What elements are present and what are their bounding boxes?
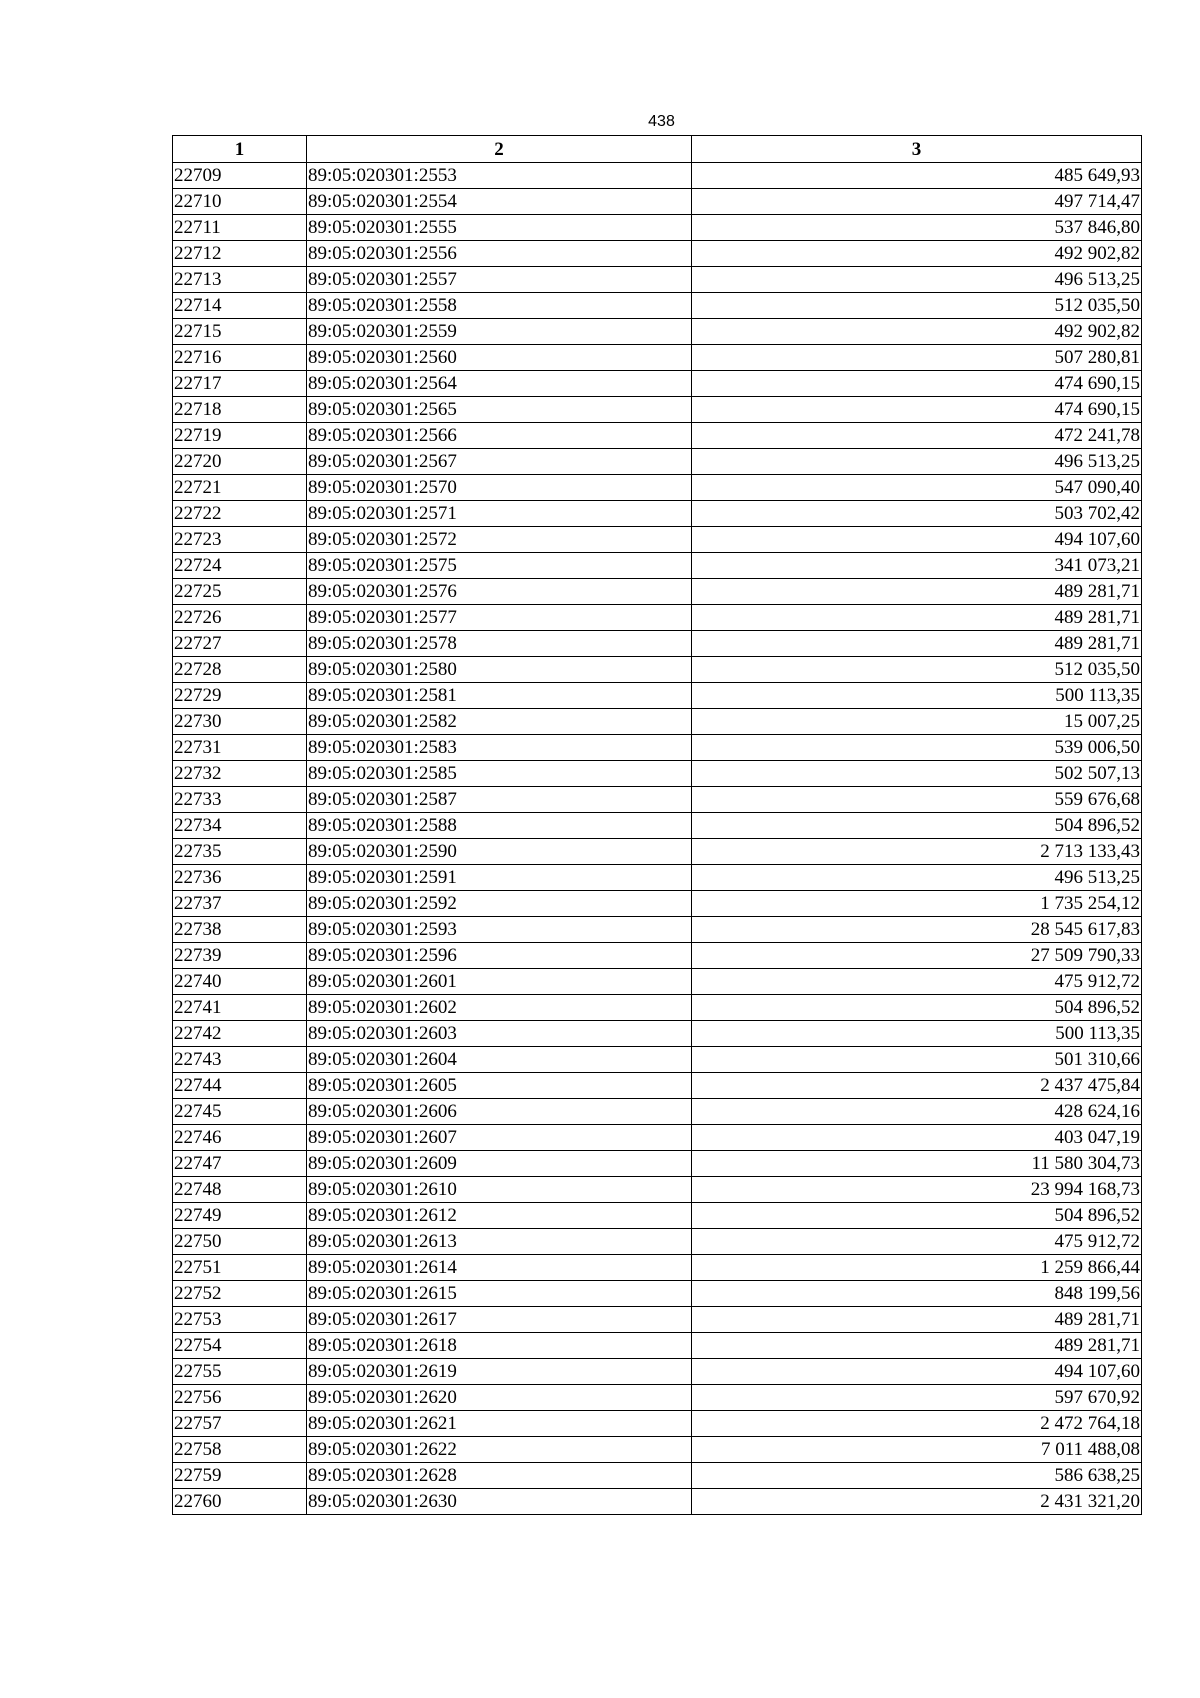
value-cell: 475 912,72 (692, 1229, 1142, 1255)
row-number-cell: 22729 (173, 683, 307, 709)
cadastral-number-cell: 89:05:020301:2609 (307, 1151, 692, 1177)
table-header (173, 136, 1142, 163)
cadastral-number-cell: 89:05:020301:2587 (307, 787, 692, 813)
value-cell: 559 676,68 (692, 787, 1142, 813)
data-table (172, 135, 1142, 1515)
row-number-cell: 22740 (173, 969, 307, 995)
value-cell: 2 472 764,18 (692, 1411, 1142, 1437)
cadastral-number-cell: 89:05:020301:2580 (307, 657, 692, 683)
value-cell: 504 896,52 (692, 1203, 1142, 1229)
table-row (173, 553, 1142, 579)
table-row (173, 683, 1142, 709)
value-cell: 497 714,47 (692, 189, 1142, 215)
cadastral-number-cell: 89:05:020301:2555 (307, 215, 692, 241)
table-row (173, 501, 1142, 527)
value-cell: 1 735 254,12 (692, 891, 1142, 917)
row-number-cell: 22715 (173, 319, 307, 345)
value-cell: 496 513,25 (692, 865, 1142, 891)
row-number-cell: 22747 (173, 1151, 307, 1177)
value-cell: 28 545 617,83 (692, 917, 1142, 943)
value-cell: 586 638,25 (692, 1463, 1142, 1489)
row-number-cell: 22726 (173, 605, 307, 631)
row-number-cell: 22732 (173, 761, 307, 787)
table-row (173, 657, 1142, 683)
value-cell: 2 431 321,20 (692, 1489, 1142, 1515)
cadastral-number-cell: 89:05:020301:2572 (307, 527, 692, 553)
row-number-cell: 22719 (173, 423, 307, 449)
table-row (173, 1489, 1142, 1515)
row-number-cell: 22730 (173, 709, 307, 735)
value-cell: 502 507,13 (692, 761, 1142, 787)
table-row (173, 189, 1142, 215)
value-cell: 475 912,72 (692, 969, 1142, 995)
value-cell: 1 259 866,44 (692, 1255, 1142, 1281)
cadastral-number-cell: 89:05:020301:2622 (307, 1437, 692, 1463)
cadastral-number-cell: 89:05:020301:2593 (307, 917, 692, 943)
value-cell: 512 035,50 (692, 293, 1142, 319)
row-number-cell: 22733 (173, 787, 307, 813)
value-cell: 2 713 133,43 (692, 839, 1142, 865)
row-number-cell: 22711 (173, 215, 307, 241)
row-number-cell: 22754 (173, 1333, 307, 1359)
cadastral-number-cell: 89:05:020301:2575 (307, 553, 692, 579)
row-number-cell: 22742 (173, 1021, 307, 1047)
value-cell: 489 281,71 (692, 605, 1142, 631)
row-number-cell: 22739 (173, 943, 307, 969)
table-row (173, 1333, 1142, 1359)
table-row (173, 449, 1142, 475)
row-number-cell: 22750 (173, 1229, 307, 1255)
header-col-1: 1 (173, 136, 307, 163)
row-number-cell: 22759 (173, 1463, 307, 1489)
cadastral-number-cell: 89:05:020301:2578 (307, 631, 692, 657)
cadastral-number-cell: 89:05:020301:2557 (307, 267, 692, 293)
value-cell: 11 580 304,73 (692, 1151, 1142, 1177)
table-row (173, 1437, 1142, 1463)
table-row (173, 1021, 1142, 1047)
row-number-cell: 22712 (173, 241, 307, 267)
table-row (173, 813, 1142, 839)
row-number-cell: 22727 (173, 631, 307, 657)
value-cell: 512 035,50 (692, 657, 1142, 683)
value-cell: 474 690,15 (692, 371, 1142, 397)
cadastral-number-cell: 89:05:020301:2590 (307, 839, 692, 865)
row-number-cell: 22741 (173, 995, 307, 1021)
row-number-cell: 22716 (173, 345, 307, 371)
table-row (173, 631, 1142, 657)
cadastral-number-cell: 89:05:020301:2628 (307, 1463, 692, 1489)
header-col-3: 3 (692, 136, 1142, 163)
table-row (173, 1359, 1142, 1385)
row-number-cell: 22714 (173, 293, 307, 319)
value-cell: 597 670,92 (692, 1385, 1142, 1411)
cadastral-number-cell: 89:05:020301:2556 (307, 241, 692, 267)
table-row (173, 735, 1142, 761)
value-cell: 501 310,66 (692, 1047, 1142, 1073)
row-number-cell: 22722 (173, 501, 307, 527)
row-number-cell: 22749 (173, 1203, 307, 1229)
table-row (173, 423, 1142, 449)
cadastral-number-cell: 89:05:020301:2605 (307, 1073, 692, 1099)
value-cell: 848 199,56 (692, 1281, 1142, 1307)
value-cell: 492 902,82 (692, 241, 1142, 267)
table-row (173, 267, 1142, 293)
cadastral-number-cell: 89:05:020301:2604 (307, 1047, 692, 1073)
value-cell: 504 896,52 (692, 813, 1142, 839)
value-cell: 489 281,71 (692, 1333, 1142, 1359)
table-row (173, 891, 1142, 917)
table-row (173, 579, 1142, 605)
table-row (173, 319, 1142, 345)
table-row (173, 1307, 1142, 1333)
cadastral-number-cell: 89:05:020301:2582 (307, 709, 692, 735)
cadastral-number-cell: 89:05:020301:2566 (307, 423, 692, 449)
cadastral-number-cell: 89:05:020301:2570 (307, 475, 692, 501)
cadastral-number-cell: 89:05:020301:2558 (307, 293, 692, 319)
value-cell: 500 113,35 (692, 683, 1142, 709)
cadastral-number-cell: 89:05:020301:2596 (307, 943, 692, 969)
table-row (173, 1463, 1142, 1489)
value-cell: 403 047,19 (692, 1125, 1142, 1151)
table-row (173, 371, 1142, 397)
row-number-cell: 22717 (173, 371, 307, 397)
cadastral-number-cell: 89:05:020301:2583 (307, 735, 692, 761)
row-number-cell: 22758 (173, 1437, 307, 1463)
table-row (173, 1255, 1142, 1281)
row-number-cell: 22744 (173, 1073, 307, 1099)
table-row (173, 1411, 1142, 1437)
cadastral-number-cell: 89:05:020301:2581 (307, 683, 692, 709)
value-cell: 537 846,80 (692, 215, 1142, 241)
cadastral-number-cell: 89:05:020301:2553 (307, 163, 692, 189)
table-row (173, 1047, 1142, 1073)
table-row (173, 163, 1142, 189)
cadastral-number-cell: 89:05:020301:2577 (307, 605, 692, 631)
row-number-cell: 22718 (173, 397, 307, 423)
cadastral-number-cell: 89:05:020301:2621 (307, 1411, 692, 1437)
table-row (173, 1151, 1142, 1177)
table-row (173, 1073, 1142, 1099)
cadastral-number-cell: 89:05:020301:2565 (307, 397, 692, 423)
value-cell: 489 281,71 (692, 1307, 1142, 1333)
value-cell: 428 624,16 (692, 1099, 1142, 1125)
row-number-cell: 22748 (173, 1177, 307, 1203)
row-number-cell: 22728 (173, 657, 307, 683)
cadastral-number-cell: 89:05:020301:2615 (307, 1281, 692, 1307)
table-row (173, 397, 1142, 423)
row-number-cell: 22735 (173, 839, 307, 865)
cadastral-number-cell: 89:05:020301:2559 (307, 319, 692, 345)
value-cell: 341 073,21 (692, 553, 1142, 579)
value-cell: 489 281,71 (692, 579, 1142, 605)
row-number-cell: 22743 (173, 1047, 307, 1073)
value-cell: 500 113,35 (692, 1021, 1142, 1047)
table-row (173, 1385, 1142, 1411)
value-cell: 494 107,60 (692, 527, 1142, 553)
table-row (173, 865, 1142, 891)
value-cell: 496 513,25 (692, 449, 1142, 475)
table-row (173, 839, 1142, 865)
row-number-cell: 22725 (173, 579, 307, 605)
cadastral-number-cell: 89:05:020301:2630 (307, 1489, 692, 1515)
table-row (173, 943, 1142, 969)
table-row (173, 605, 1142, 631)
table-row (173, 787, 1142, 813)
value-cell: 504 896,52 (692, 995, 1142, 1021)
cadastral-number-cell: 89:05:020301:2613 (307, 1229, 692, 1255)
cadastral-number-cell: 89:05:020301:2618 (307, 1333, 692, 1359)
cadastral-number-cell: 89:05:020301:2607 (307, 1125, 692, 1151)
value-cell: 2 437 475,84 (692, 1073, 1142, 1099)
value-cell: 494 107,60 (692, 1359, 1142, 1385)
row-number-cell: 22723 (173, 527, 307, 553)
row-number-cell: 22713 (173, 267, 307, 293)
cadastral-number-cell: 89:05:020301:2603 (307, 1021, 692, 1047)
cadastral-number-cell: 89:05:020301:2554 (307, 189, 692, 215)
table-row (173, 345, 1142, 371)
cadastral-number-cell: 89:05:020301:2567 (307, 449, 692, 475)
row-number-cell: 22751 (173, 1255, 307, 1281)
header-col-2: 2 (307, 136, 692, 163)
table-row (173, 215, 1142, 241)
value-cell: 474 690,15 (692, 397, 1142, 423)
cadastral-number-cell: 89:05:020301:2585 (307, 761, 692, 787)
row-number-cell: 22734 (173, 813, 307, 839)
table-row (173, 475, 1142, 501)
cadastral-number-cell: 89:05:020301:2617 (307, 1307, 692, 1333)
row-number-cell: 22721 (173, 475, 307, 501)
page-number: 438 (648, 113, 675, 130)
table-row (173, 1099, 1142, 1125)
table-row (173, 1177, 1142, 1203)
table-row (173, 1229, 1142, 1255)
value-cell: 492 902,82 (692, 319, 1142, 345)
header-row (173, 136, 1142, 163)
cadastral-number-cell: 89:05:020301:2560 (307, 345, 692, 371)
value-cell: 7 011 488,08 (692, 1437, 1142, 1463)
value-cell: 15 007,25 (692, 709, 1142, 735)
row-number-cell: 22731 (173, 735, 307, 761)
row-number-cell: 22709 (173, 163, 307, 189)
table-row (173, 1281, 1142, 1307)
table-row (173, 293, 1142, 319)
table-row (173, 241, 1142, 267)
row-number-cell: 22745 (173, 1099, 307, 1125)
cadastral-number-cell: 89:05:020301:2592 (307, 891, 692, 917)
value-cell: 485 649,93 (692, 163, 1142, 189)
row-number-cell: 22724 (173, 553, 307, 579)
value-cell: 547 090,40 (692, 475, 1142, 501)
row-number-cell: 22736 (173, 865, 307, 891)
value-cell: 23 994 168,73 (692, 1177, 1142, 1203)
row-number-cell: 22760 (173, 1489, 307, 1515)
row-number-cell: 22757 (173, 1411, 307, 1437)
cadastral-number-cell: 89:05:020301:2571 (307, 501, 692, 527)
table-row (173, 995, 1142, 1021)
row-number-cell: 22746 (173, 1125, 307, 1151)
cadastral-number-cell: 89:05:020301:2601 (307, 969, 692, 995)
table-row (173, 1125, 1142, 1151)
value-cell: 472 241,78 (692, 423, 1142, 449)
cadastral-number-cell: 89:05:020301:2588 (307, 813, 692, 839)
value-cell: 539 006,50 (692, 735, 1142, 761)
cadastral-number-cell: 89:05:020301:2620 (307, 1385, 692, 1411)
value-cell: 507 280,81 (692, 345, 1142, 371)
row-number-cell: 22738 (173, 917, 307, 943)
cadastral-number-cell: 89:05:020301:2614 (307, 1255, 692, 1281)
cadastral-number-cell: 89:05:020301:2610 (307, 1177, 692, 1203)
table-row (173, 1203, 1142, 1229)
table-row (173, 917, 1142, 943)
row-number-cell: 22737 (173, 891, 307, 917)
row-number-cell: 22710 (173, 189, 307, 215)
row-number-cell: 22756 (173, 1385, 307, 1411)
row-number-cell: 22755 (173, 1359, 307, 1385)
cadastral-number-cell: 89:05:020301:2564 (307, 371, 692, 397)
cadastral-number-cell: 89:05:020301:2606 (307, 1099, 692, 1125)
cadastral-number-cell: 89:05:020301:2612 (307, 1203, 692, 1229)
cadastral-number-cell: 89:05:020301:2619 (307, 1359, 692, 1385)
table-row (173, 709, 1142, 735)
value-cell: 503 702,42 (692, 501, 1142, 527)
table-row (173, 761, 1142, 787)
table-row (173, 527, 1142, 553)
table-body (173, 163, 1142, 1515)
cadastral-number-cell: 89:05:020301:2602 (307, 995, 692, 1021)
value-cell: 489 281,71 (692, 631, 1142, 657)
row-number-cell: 22720 (173, 449, 307, 475)
value-cell: 496 513,25 (692, 267, 1142, 293)
value-cell: 27 509 790,33 (692, 943, 1142, 969)
row-number-cell: 22752 (173, 1281, 307, 1307)
row-number-cell: 22753 (173, 1307, 307, 1333)
table-row (173, 969, 1142, 995)
cadastral-number-cell: 89:05:020301:2591 (307, 865, 692, 891)
cadastral-number-cell: 89:05:020301:2576 (307, 579, 692, 605)
